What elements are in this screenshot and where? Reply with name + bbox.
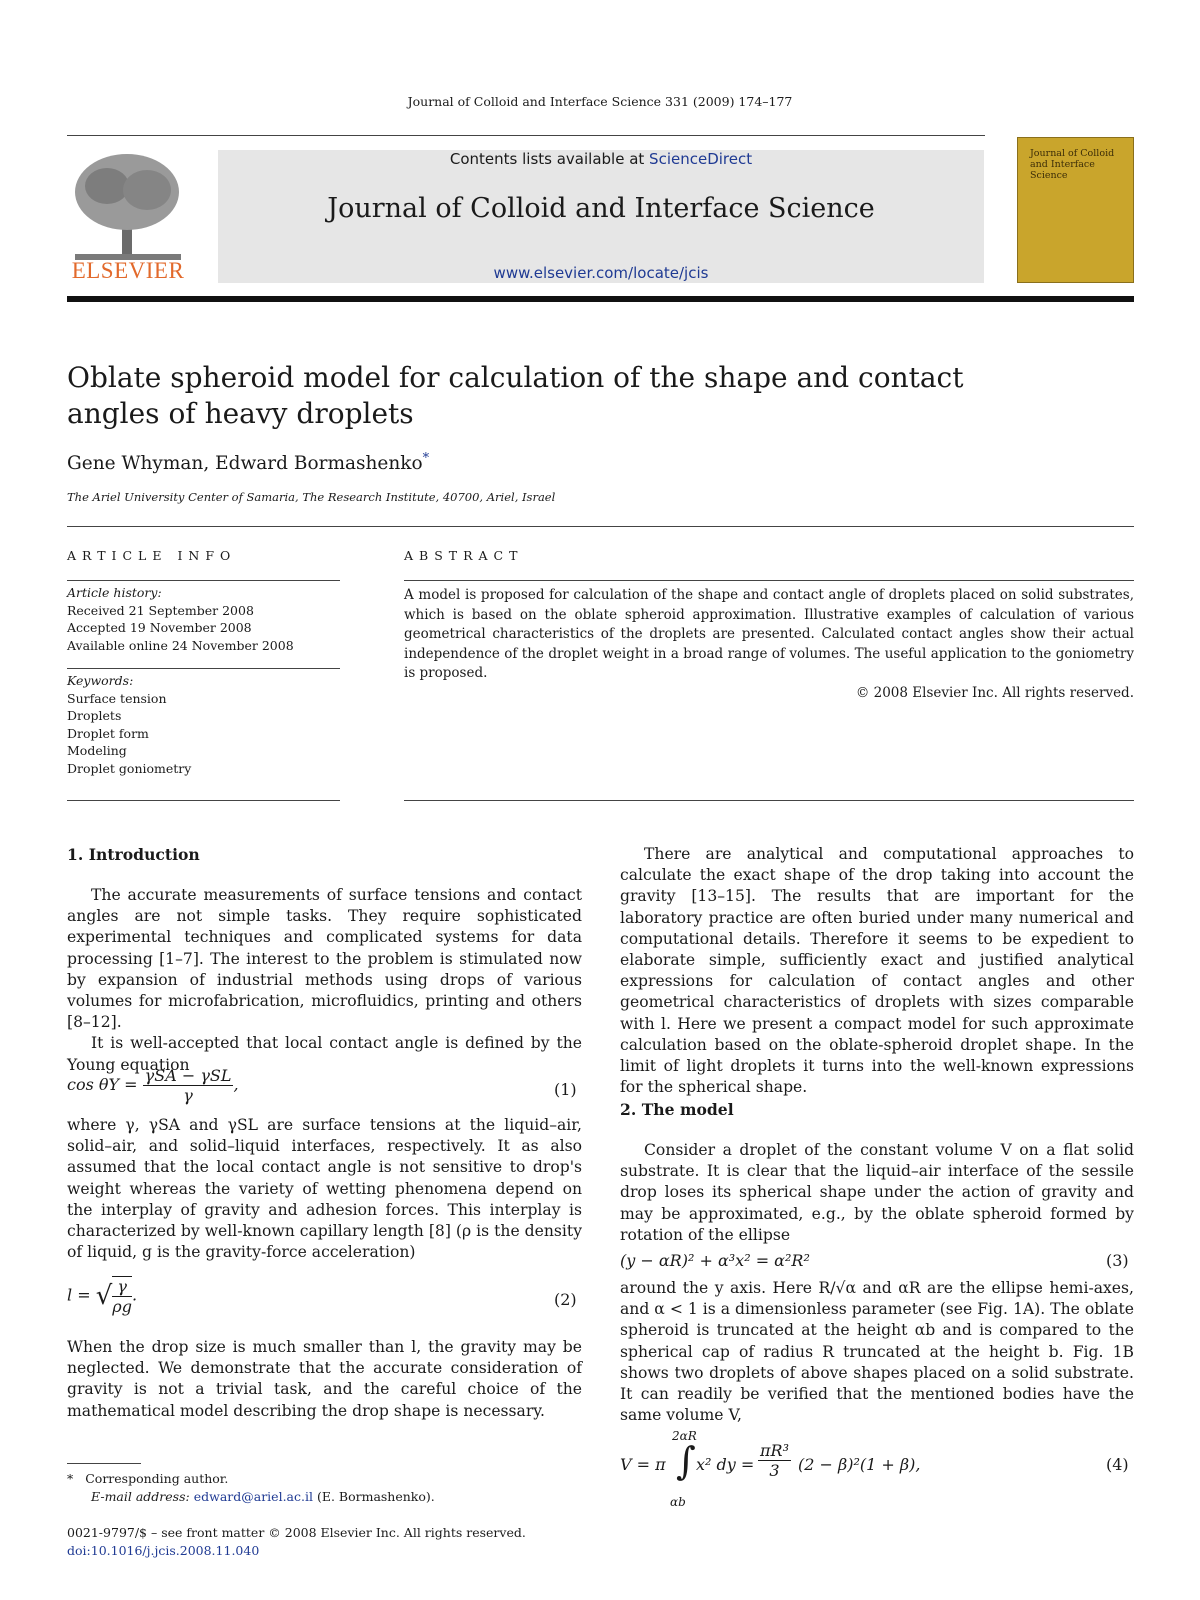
right-paragraph-1 [620,844,1134,1098]
sciencedirect-link[interactable]: ScienceDirect [649,150,753,168]
journal-citation: Journal of Colloid and Interface Science 331 (2009) 174–177 [407,94,793,109]
eq1-numerator: γSA − γSL [144,1066,232,1085]
keyword: Droplet goniometry [67,760,192,776]
history-received: Received 21 September 2008 [67,602,254,618]
article-info-divider [67,668,340,669]
keyword: Droplets [67,708,122,723]
contents-line [218,150,984,168]
equation-3: (y − αR)² + α³x² = α²R² [620,1251,810,1270]
cover-text: Journal of Colloid and Interface Science [1030,148,1115,181]
intro-p1-text: The accurate measurements of surface tensions and contact angles are not simple tasks. They require sophisticated experimental techniques and complicated systems for data processing [1–7]. The interest to the problem is stimulated now by expansion of industrial methods using drops of various volumes for microfabrication, microfluidics, printing and others [8–12]. [67,886,582,1032]
eq1-lhs: cos θY = [67,1075,138,1094]
elsevier-wordmark: ELSEVIER [71,258,185,283]
affiliation: The Ariel University Center of Samaria, The Research Institute, 40700, Ariel, Israel [67,490,556,504]
integral-icon: ∫ [676,1439,696,1483]
eq4-lhs: V = π [620,1455,666,1474]
authors: Gene Whyman, Edward Bormashenko [67,453,423,475]
keyword: Modeling [67,743,127,758]
header-rule [67,135,985,136]
history-accepted: Accepted 19 November 2008 [67,620,252,635]
corresponding-author-mark[interactable]: * [422,451,430,466]
eq1-denominator: γ [183,1086,193,1105]
journal-url-link[interactable]: www.elsevier.com/locate/jcis [493,264,709,282]
eq4-lower-limit: αb [670,1495,686,1509]
model-paragraph-1 [620,1140,1134,1246]
abstract-copyright: © 2008 Elsevier Inc. All rights reserved. [855,685,1134,701]
email-link[interactable]: edward@ariel.ac.il [193,1489,313,1504]
equation-2: l = √ $\frac{\gamma}{\rho g}$ . [67,1277,138,1316]
model-paragraph-2 [620,1278,1134,1426]
equation-2-number: (2) [554,1290,577,1309]
sqrt-icon: √ [95,1281,113,1311]
eq4-upper-limit: 2αR [672,1429,697,1443]
eq2-fraction [112,1276,132,1316]
affiliation-rule [67,526,1134,527]
keyword: Droplet form [67,725,149,741]
front-matter: 0021-9797/$ – see front matter © 2008 Elsevier Inc. All rights reserved. [67,1525,526,1540]
history-online: Available online 24 November 2008 [67,637,294,653]
doi-link[interactable]: doi:10.1016/j.jcis.2008.11.040 [67,1543,260,1558]
article-title: Oblate spheroid model for calculation of the shape and contact angles of heavy droplets [67,361,964,430]
footnote-rule [67,1463,141,1464]
footnote-mark: * [67,1471,74,1486]
intro-paragraph-1 [67,885,582,1076]
article-info-heading: ARTICLE INFO [67,548,237,563]
intro-paragraph-4 [67,1337,582,1422]
intro-p4-text: When the drop size is much smaller than l, the gravity may be neglected. We demonstrate that the accurate consideration of gravity is not a trivial task, and the careful choice of the mathematical model describing the drop shape is necessary. [67,1338,582,1420]
section-1-heading: 1. Introduction [67,845,200,864]
abstract-text: A model is proposed for calculation of the shape and contact angle of droplets placed on solid substrates, which is based on the oblate spheroid approximation. Illustrative examples of calculation of various geometrical characteristics of the droplets are presented. Calculated contact angles show their actual independence of the droplet weight in a broad range of volumes. The useful application to the goniometry is proposed. [404,587,1134,681]
contents-prefix: Contents lists available at [449,150,650,168]
email-label: E-mail address: [91,1489,190,1504]
eq2-lhs: l = [67,1285,91,1305]
journal-cover-thumbnail [1017,137,1134,283]
intro-p2-text: It is well-accepted that local contact angle is defined by the Young equation [67,1034,582,1074]
equation-3-number: (3) [1106,1251,1129,1270]
intro-p3-text: where γ, γSA and γSL are surface tensions at the liquid–air, solid–air, and solid–liquid interfaces, respectively. It as also assumed that the local contact angle is not sensitive to drop's weight whereas the variety of wetting phenomena depend on the interplay of gravity and adhesion forces. This interplay is characterized by well-known capillary length [8] (ρ is the density of liquid, g is the gravity-force acceleration) [67,1116,582,1262]
abstract-rule [404,580,1134,581]
footnote-corresponding [67,1471,228,1486]
eq2-denominator: ρg [112,1297,132,1316]
article-info-rule [67,580,340,581]
elsevier-logo [67,150,189,284]
journal-title: Journal of Colloid and Interface Science [327,193,875,224]
eq1-fraction [143,1066,234,1105]
equation-4-number: (4) [1106,1455,1129,1474]
eq4-denominator: 3 [769,1461,780,1480]
equation-1-number: (1) [554,1080,577,1099]
keywords-label: Keywords: [67,673,134,688]
section-2-heading: 2. The model [620,1100,734,1119]
abstract-heading: ABSTRACT [404,548,524,563]
model-p1-text: Consider a droplet of the constant volume V on a flat solid substrate. It is clear that the liquid–air interface of the sessile drop loses its spherical shape under the action of gravity and may be approximated, e.g., by the oblate spheroid formed by rotation of the ellipse [620,1141,1134,1244]
header-thick-rule [67,296,1134,302]
model-p2-text: around the y axis. Here R/√α and αR are the ellipse hemi-axes, and α < 1 is a dimensionless parameter (see Fig. 1A). The oblate spheroid is truncated at the height αb and is compared to the spherical cap of radius R truncated at the height b. Fig. 1B shows two droplets of above shapes placed on a solid substrate. It can readily be verified that the mentioned bodies have the same volume V, [620,1279,1134,1425]
keywords [67,672,340,777]
footnote-label: Corresponding author. [85,1471,229,1486]
footnote-email [91,1489,435,1504]
eq2-numerator: γ [112,1277,132,1297]
eq4-integrand: x² dy = [696,1455,755,1474]
eq4-rest: (2 − β)²(1 + β), [798,1455,921,1474]
equation-1: cos θY = $\frac{\text{γSA − γSL}}{\gamma}$ , [67,1066,239,1105]
abstract-bottom-rule [404,800,1134,801]
eq4-numerator: πR³ [760,1441,789,1460]
intro-paragraph-3 [67,1115,582,1263]
keyword: Surface tension [67,690,167,706]
eq4-fraction [758,1441,791,1480]
author-list [67,451,429,474]
article-history [67,584,340,654]
article-info-bottom-rule [67,800,340,801]
history-label: Article history: [67,585,162,600]
email-suffix: (E. Bormashenko). [316,1489,435,1504]
right-p1-text: There are analytical and computational approaches to calculate the exact shape of the drop taking into account the gravity [13–15]. The results that are important for the laboratory practice are often buried under many numerical and computational details. Therefore it seems to be expedient to elaborate simple, sufficiently exact and justified analytical expressions for calculation of contact angles and other geometrical characteristics of droplets with sizes comparable with l. Here we present a compact model for such approximate calculation based on the oblate-spheroid droplet shape. In the limit of light droplets it turns into the well-known expressions for the spherical shape. [620,845,1134,1097]
